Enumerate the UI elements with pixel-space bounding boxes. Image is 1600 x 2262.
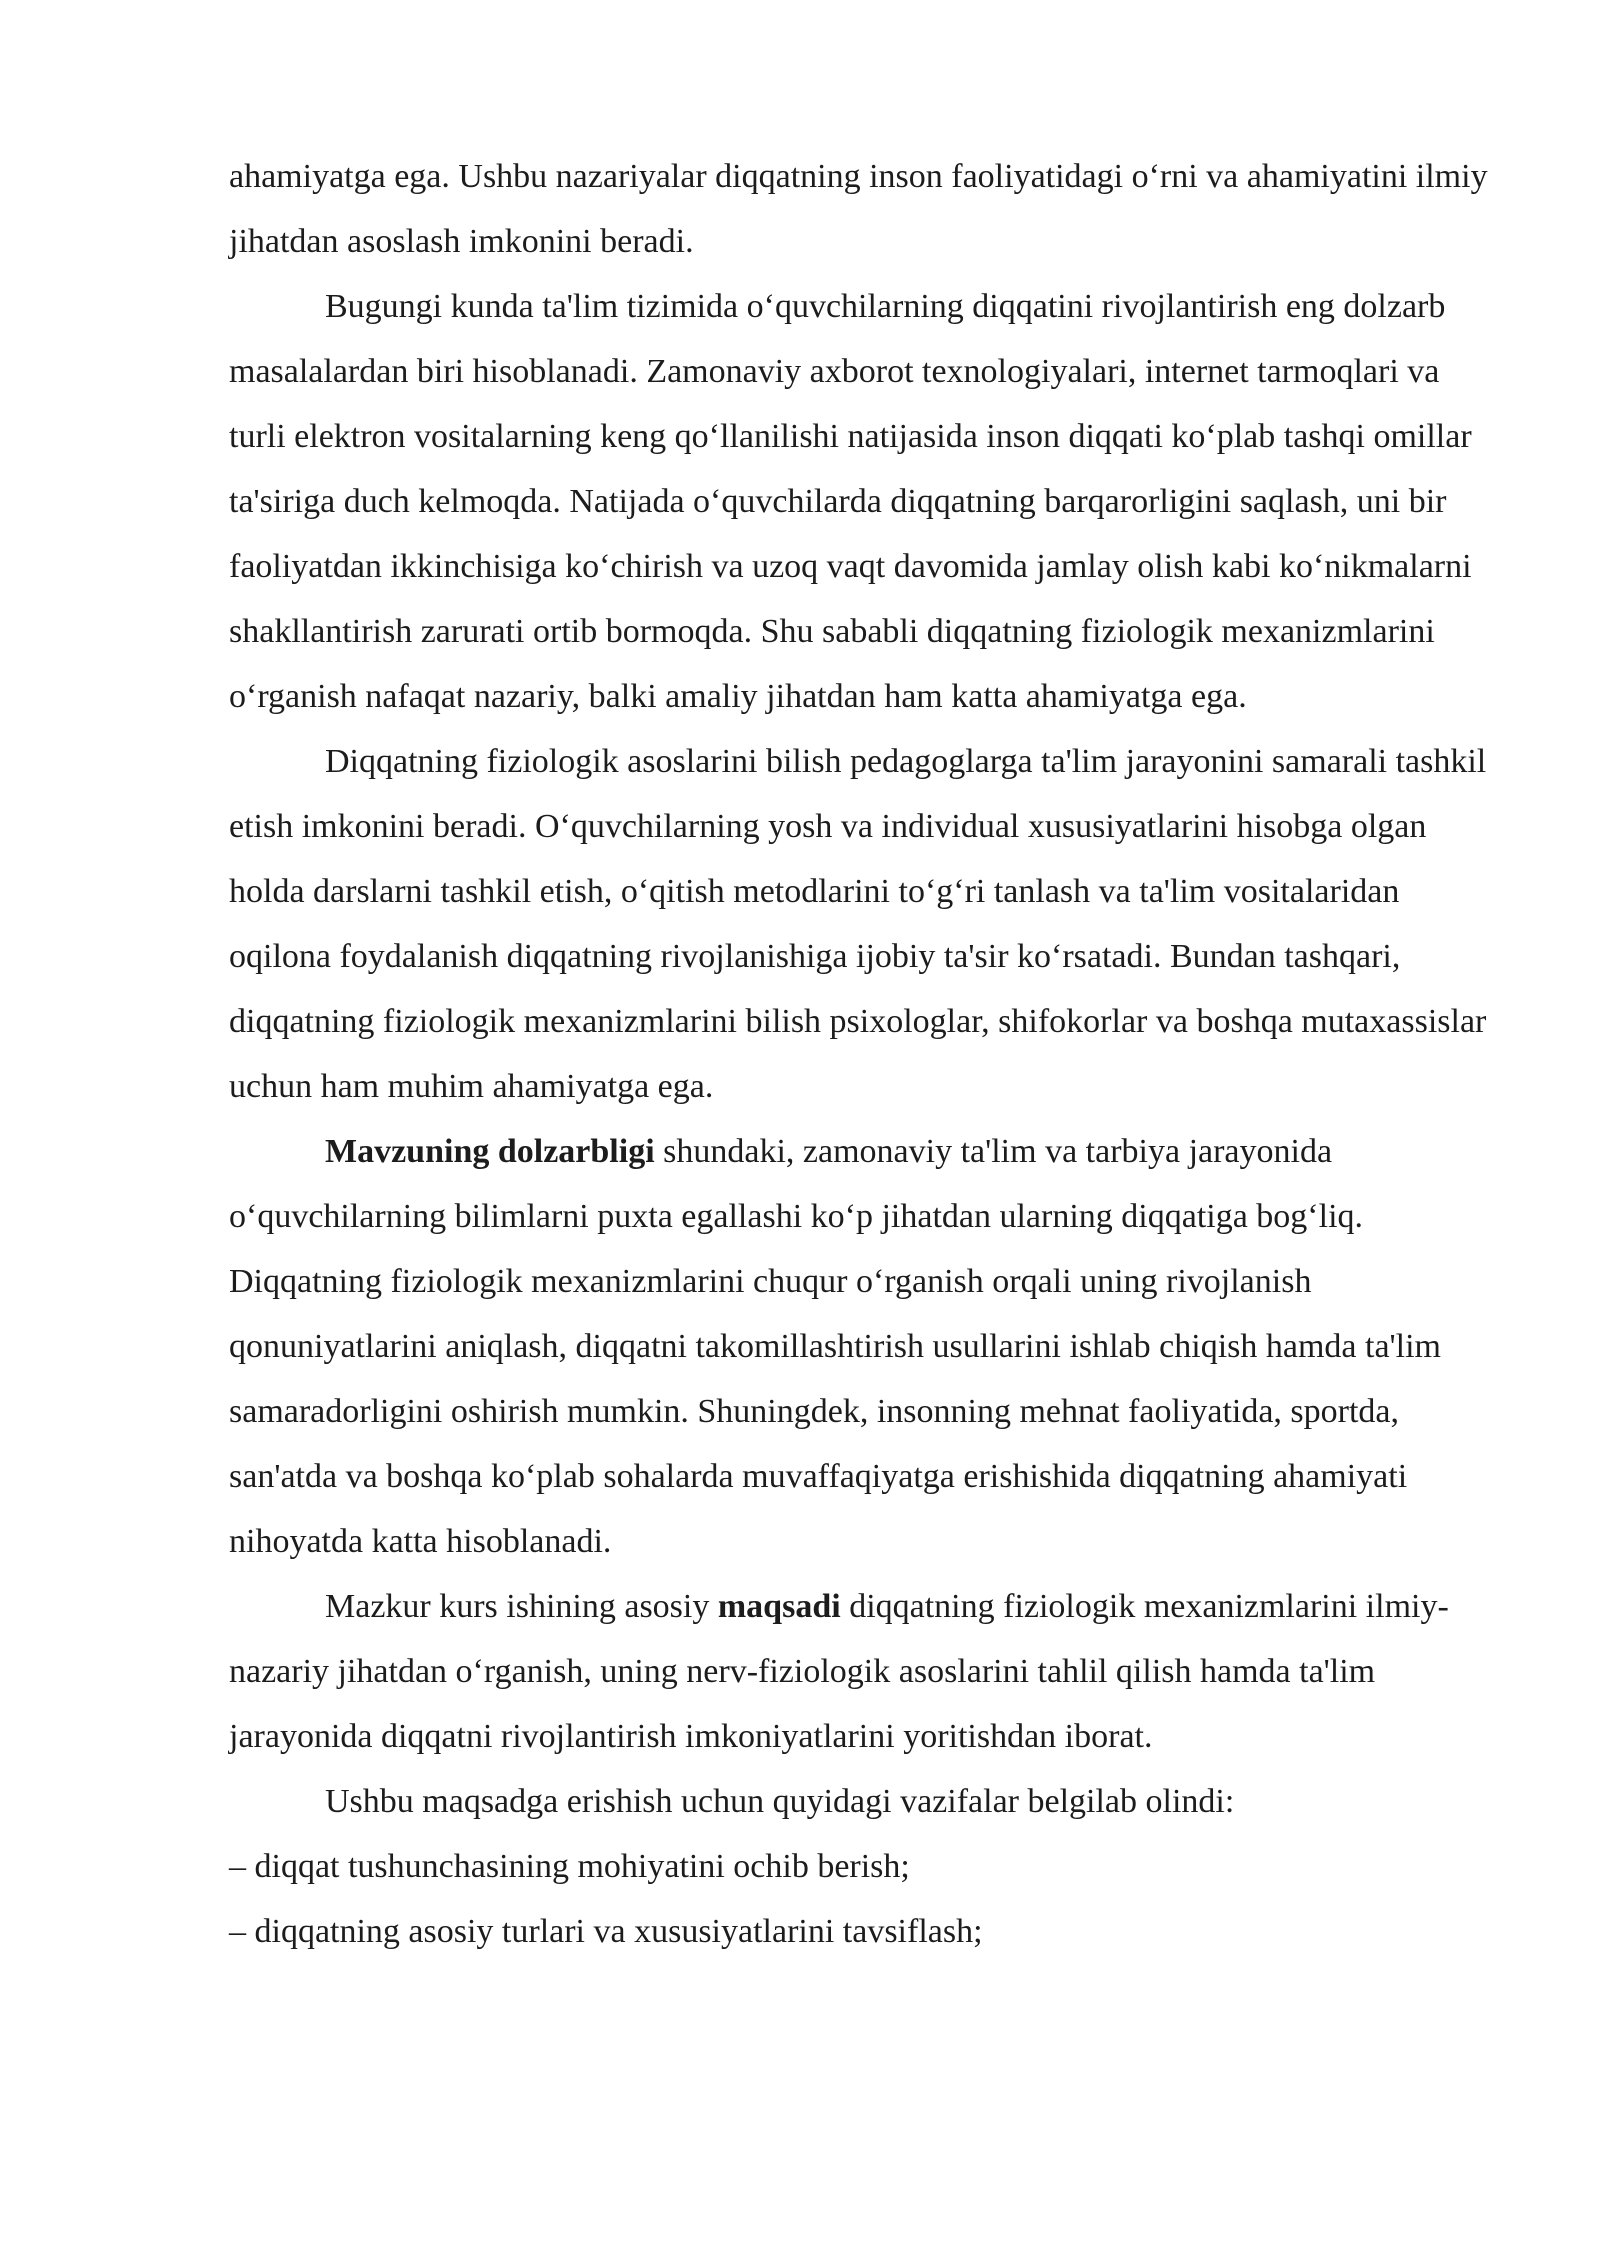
goal-text-after: diqqatning fiziologik mexanizmlarini ilmiy-nazariy jihatdan o‘rganish, uning nerv-fiziologik asoslarini tahlil qilish hamda ta'lim jarayonida diqqatni rivojlantirish imkoniyatlarini yoritishdan iborat. bbox=[229, 1588, 1449, 1755]
task-item: – diqqatning asosiy turlari va xususiyatlarini tavsiflash; bbox=[229, 1913, 983, 1950]
paragraph-topic-relevance bbox=[229, 1119, 1491, 1574]
bold-term-goal: maqsadi bbox=[717, 1588, 841, 1625]
bold-term-relevance: Mavzuning dolzarbligi bbox=[325, 1133, 655, 1170]
paragraph-topic-relevance-text: shundaki, zamonaviy ta'lim va tarbiya jarayonida o‘quvchilarning bilimlarni puxta egallashi ko‘p jihatdan ularning diqqatiga bog‘liq. Diqqatning fiziologik mexanizmlarini chuqur o‘rganish orqali uning rivojlanish qonuniyatlarini aniqlash, diqqatni takomillashtirish usullarini ishlab chiqish hamda ta'lim samaradorligini oshirish mumkin. Shuningdek, insonning mehnat faoliyatida, sportda, san'atda va boshqa ko‘plab sohalarda muvaffaqiyatga erishishida diqqatning ahamiyati nihoyatda katta hisoblanadi. bbox=[229, 1133, 1441, 1560]
paragraph-current-relevance-context: Bugungi kunda ta'lim tizimida o‘quvchilarning diqqatini rivojlantirish eng dolzarb masalalardan biri hisoblanadi. Zamonaviy axborot texnologiyalari, internet tarmoqlari va turli elektron vositalarning keng qo‘llanilishi natijasida inson diqqati ko‘plab tashqi omillar ta'siriga duch kelmoqda. Natijada o‘quvchilarda diqqatning barqarorligini saqlash, uni bir faoliyatdan ikkinchisiga ko‘chirish va uzoq vaqt davomida jamlay olish kabi ko‘nikmalarni shakllantirish zarurati ortib bormoqda. Shu sababli diqqatning fiziologik mexanizmlarini o‘rganish nafaqat nazariy, balki amaliy jihatdan ham katta ahamiyatga ega. bbox=[229, 288, 1472, 715]
paragraph-research-goal bbox=[229, 1574, 1491, 1769]
paragraph-intro-continuation: ahamiyatga ega. Ushbu nazariyalar diqqatning inson faoliyatidagi o‘rni va ahamiyatini ilmiy jihatdan asoslash imkonini beradi. bbox=[229, 158, 1488, 260]
goal-text-before: Mazkur kurs ishining asosiy bbox=[325, 1588, 718, 1625]
paragraph-tasks-intro: Ushbu maqsadga erishish uchun quyidagi vazifalar belgilab olindi: bbox=[325, 1783, 1235, 1820]
task-item: – diqqat tushunchasining mohiyatini ochib berish; bbox=[229, 1848, 910, 1885]
document-body bbox=[229, 144, 1491, 1964]
paragraph-physiological-foundations: Diqqatning fiziologik asoslarini bilish pedagoglarga ta'lim jarayonini samarali tashkil etish imkonini beradi. O‘quvchilarning yosh va individual xususiyatlarini hisobga olgan holda darslarni tashkil etish, o‘qitish metodlarini to‘g‘ri tanlash va ta'lim vositalaridan oqilona foydalanish diqqatning rivojlanishiga ijobiy ta'sir ko‘rsatadi. Bundan tashqari, diqqatning fiziologik mexanizmlarini bilish psixologlar, shifokorlar va boshqa mutaxassislar uchun ham muhim ahamiyatga ega. bbox=[229, 743, 1487, 1105]
